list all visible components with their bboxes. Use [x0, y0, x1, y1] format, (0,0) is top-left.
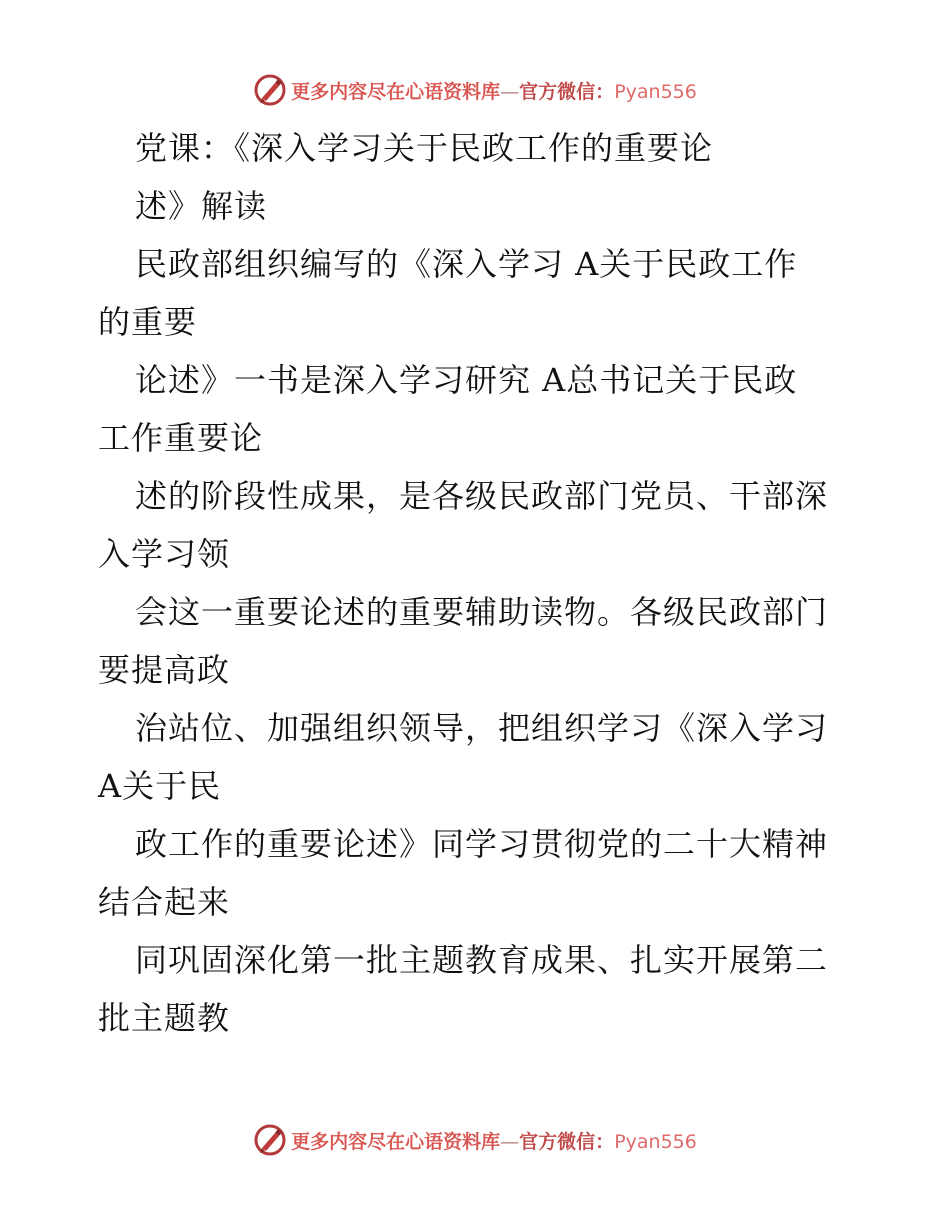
watermark-dash: —	[500, 1130, 520, 1153]
watermark-wechat-label: 官方微信：	[519, 80, 615, 103]
watermark-content	[253, 73, 697, 107]
watermark-banner-top	[0, 70, 950, 110]
text-line: 论述》一书是深入学习研究 A总书记关于民政	[135, 361, 798, 399]
text-line: 党课：《深入学习关于民政工作的重要论	[135, 129, 714, 167]
text-line: 结合起来	[98, 883, 231, 921]
text-line: 批主题教	[98, 999, 231, 1037]
pen-logo-icon	[253, 73, 287, 107]
text-line: 入学习领	[98, 535, 231, 573]
watermark-content	[253, 1123, 697, 1157]
text-line: 述》解读	[135, 187, 268, 225]
watermark-wechat-id: Pyan556	[614, 1130, 697, 1153]
watermark-main-text: 更多内容尽在心语资料库	[291, 1130, 501, 1153]
pen-logo-icon	[253, 1123, 287, 1157]
text-line: 治站位、加强组织领导，把组织学习《深入学习	[135, 709, 829, 747]
watermark-main-text: 更多内容尽在心语资料库	[291, 80, 501, 103]
text-line: 同巩固深化第一批主题教育成果、扎实开展第二	[135, 941, 829, 979]
watermark-banner-bottom	[0, 1120, 950, 1160]
text-line: 工作重要论	[98, 419, 264, 457]
text-line: 民政部组织编写的《深入学习 A关于民政工作	[135, 245, 798, 283]
text-line: 述的阶段性成果，是各级民政部门党员、干部深	[135, 477, 829, 515]
watermark-dash: —	[500, 80, 520, 103]
watermark-wechat-id: Pyan556	[614, 80, 697, 103]
text-line: 政工作的重要论述》同学习贯彻党的二十大精神	[135, 825, 829, 863]
text-line: 要提高政	[98, 651, 231, 689]
text-line: A关于民	[98, 767, 222, 805]
text-line: 的重要	[98, 303, 198, 341]
text-line: 会这一重要论述的重要辅助读物。各级民政部门	[135, 593, 829, 631]
watermark-wechat-label: 官方微信：	[519, 1130, 615, 1153]
